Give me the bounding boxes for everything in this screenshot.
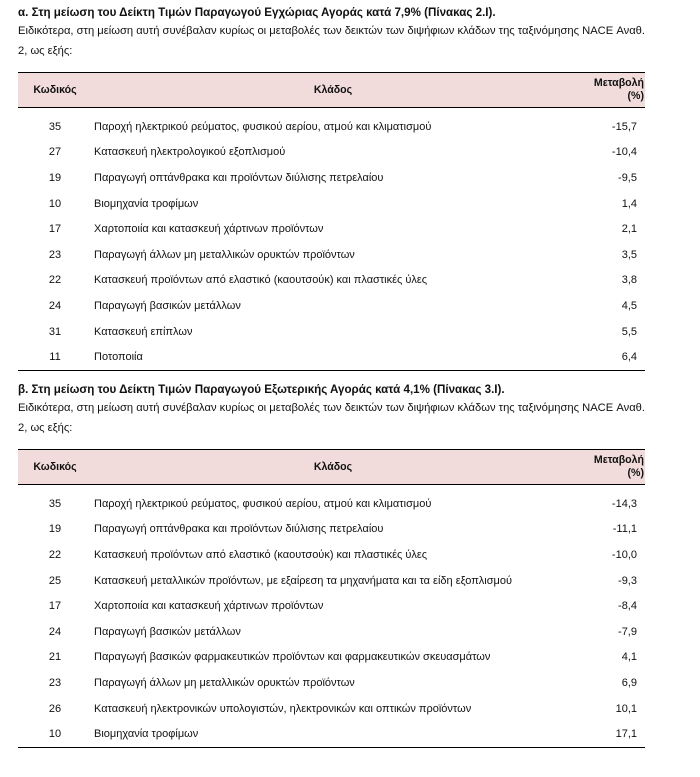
sector-cell: Παραγωγή βασικών φαρμακευτικών προϊόντων και φαρμακευτικών σκευασμάτων bbox=[94, 651, 491, 664]
column-header-change-line2: (%) bbox=[627, 467, 644, 479]
sector-cell: Παραγωγή άλλων μη μεταλλικών ορυκτών προϊόντων bbox=[94, 248, 355, 261]
code-cell: 24 bbox=[48, 625, 62, 638]
sector-cell: Χαρτοποιία και κατασκευή χάρτινων προϊόντων bbox=[94, 223, 324, 236]
change-cell: 6,4 bbox=[574, 344, 645, 370]
code-cell: 10 bbox=[18, 721, 92, 747]
change-cell: -10,4 bbox=[611, 146, 637, 159]
section-b-heading: β. Στη μείωση του Δείκτη Τιμών Παραγωγού Εξωτερικής Αγοράς κατά 4,1% (Πίνακας 3.Ι). bbox=[18, 383, 505, 396]
code-cell: 22 bbox=[48, 548, 62, 561]
table-row bbox=[18, 542, 645, 568]
column-header-code: Κωδικός bbox=[18, 73, 92, 108]
code-cell: 35 bbox=[48, 497, 62, 510]
code-cell: 27 bbox=[48, 146, 62, 159]
code-cell: 11 bbox=[18, 344, 92, 370]
section-b bbox=[18, 377, 645, 748]
change-cell: -10,0 bbox=[611, 548, 637, 561]
code-cell: 24 bbox=[48, 299, 62, 312]
table-row bbox=[18, 293, 645, 319]
column-header-change-line2: (%) bbox=[627, 90, 644, 102]
sector-cell: Χαρτοποιία και κατασκευή χάρτινων προϊόντων bbox=[94, 600, 324, 613]
table-row bbox=[18, 165, 645, 191]
code-cell: 31 bbox=[48, 325, 62, 338]
section-a-table-body bbox=[18, 108, 645, 371]
change-cell: -7,9 bbox=[618, 625, 637, 638]
sector-cell: Βιομηχανία τροφίμων bbox=[94, 197, 199, 210]
change-cell: 6,9 bbox=[621, 676, 637, 689]
change-cell: 10,1 bbox=[615, 702, 637, 715]
column-header-change-line1: Μεταβολή bbox=[593, 77, 644, 89]
sector-cell: Παροχή ηλεκτρικού ρεύματος, φυσικού αερίου, ατμού και κλιματισμού bbox=[94, 497, 432, 510]
change-cell: 3,5 bbox=[621, 248, 637, 261]
table-row bbox=[18, 108, 645, 140]
sector-cell: Κατασκευή προϊόντων από ελαστικό (καουτσούκ) και πλαστικές ύλες bbox=[94, 274, 428, 287]
change-cell: 5,5 bbox=[621, 325, 637, 338]
table-row bbox=[18, 319, 645, 345]
table-row bbox=[18, 619, 645, 645]
change-cell: 4,5 bbox=[621, 299, 637, 312]
table-row bbox=[18, 242, 645, 268]
change-cell: -11,1 bbox=[612, 523, 637, 536]
change-cell: -8,4 bbox=[618, 600, 637, 613]
section-b-table bbox=[18, 449, 645, 748]
change-cell: -14,3 bbox=[611, 497, 637, 510]
table-row bbox=[18, 645, 645, 671]
section-a bbox=[18, 0, 645, 371]
sector-cell: Κατασκευή ηλεκτρολογικού εξοπλισμού bbox=[94, 146, 286, 159]
sector-cell: Κατασκευή επίπλων bbox=[94, 325, 193, 338]
table-row bbox=[18, 593, 645, 619]
change-cell: 4,1 bbox=[621, 651, 637, 664]
change-cell: 2,1 bbox=[621, 223, 637, 236]
code-cell: 35 bbox=[48, 120, 62, 133]
table-row bbox=[18, 721, 645, 747]
table-header-row bbox=[18, 450, 645, 485]
change-cell: 3,8 bbox=[621, 274, 637, 287]
code-cell: 17 bbox=[48, 223, 62, 236]
code-cell: 10 bbox=[48, 197, 62, 210]
table-row bbox=[18, 344, 645, 370]
table-row bbox=[18, 140, 645, 166]
section-a-heading: α. Στη μείωση του Δείκτη Τιμών Παραγωγού Εγχώριας Αγοράς κατά 7,9% (Πίνακας 2.Ι). bbox=[18, 6, 496, 19]
section-a-intro: Ειδικότερα, στη μείωση αυτή συνέβαλαν κυρίως οι μεταβολές των δεικτών των διψήφιων κλάδων της ταξινόμησης NACE Αναθ. 2, ως εξής: bbox=[18, 25, 645, 57]
column-header-sector: Κλάδος bbox=[92, 450, 574, 485]
sector-cell: Παραγωγή οπτάνθρακα και προϊόντων διύλισης πετρελαίου bbox=[94, 171, 384, 184]
sector-cell: Παραγωγή βασικών μετάλλων bbox=[94, 625, 241, 638]
code-cell: 26 bbox=[48, 702, 62, 715]
sector-cell: Βιομηχανία τροφίμων bbox=[92, 721, 574, 747]
sector-cell: Κατασκευή προϊόντων από ελαστικό (καουτσούκ) και πλαστικές ύλες bbox=[94, 548, 428, 561]
sector-cell: Παραγωγή οπτάνθρακα και προϊόντων διύλισης πετρελαίου bbox=[94, 523, 384, 536]
table-row bbox=[18, 268, 645, 294]
column-header-change-line1: Μεταβολή bbox=[593, 454, 644, 466]
change-cell: -9,3 bbox=[618, 574, 637, 587]
column-header-sector: Κλάδος bbox=[92, 73, 574, 108]
sector-cell: Ποτοποιία bbox=[92, 344, 574, 370]
code-cell: 17 bbox=[48, 600, 62, 613]
table-row bbox=[18, 191, 645, 217]
code-cell: 19 bbox=[48, 171, 62, 184]
table-row bbox=[18, 216, 645, 242]
table-header-row bbox=[18, 73, 645, 108]
code-cell: 21 bbox=[48, 651, 62, 664]
table-row bbox=[18, 670, 645, 696]
change-cell: -15,7 bbox=[611, 120, 637, 133]
change-cell: -9,5 bbox=[618, 171, 637, 184]
table-row bbox=[18, 696, 645, 722]
sector-cell: Κατασκευή ηλεκτρονικών υπολογιστών, ηλεκτρονικών και οπτικών προϊόντων bbox=[94, 702, 472, 715]
section-b-table-body bbox=[18, 485, 645, 748]
table-row bbox=[18, 568, 645, 594]
sector-cell: Παροχή ηλεκτρικού ρεύματος, φυσικού αερίου, ατμού και κλιματισμού bbox=[94, 120, 432, 133]
table-row bbox=[18, 517, 645, 543]
sector-cell: Παραγωγή βασικών μετάλλων bbox=[94, 299, 241, 312]
code-cell: 19 bbox=[48, 523, 62, 536]
sector-cell: Κατασκευή μεταλλικών προϊόντων, με εξαίρεση τα μηχανήματα και τα είδη εξοπλισμού bbox=[94, 574, 512, 587]
change-cell: 17,1 bbox=[574, 721, 645, 747]
table-row bbox=[18, 485, 645, 517]
code-cell: 22 bbox=[48, 274, 62, 287]
column-header-code: Κωδικός bbox=[18, 450, 92, 485]
column-header-change bbox=[574, 73, 645, 108]
column-header-change bbox=[574, 450, 645, 485]
code-cell: 23 bbox=[48, 248, 62, 261]
section-b-intro: Ειδικότερα, στη μείωση αυτή συνέβαλαν κυρίως οι μεταβολές των δεικτών των διψήφιων κλάδων της ταξινόμησης NACE Αναθ. 2, ως εξής: bbox=[18, 402, 645, 434]
code-cell: 25 bbox=[48, 574, 62, 587]
sector-cell: Παραγωγή άλλων μη μεταλλικών ορυκτών προϊόντων bbox=[94, 676, 355, 689]
change-cell: 1,4 bbox=[621, 197, 637, 210]
section-a-table bbox=[18, 72, 645, 371]
code-cell: 23 bbox=[48, 676, 62, 689]
